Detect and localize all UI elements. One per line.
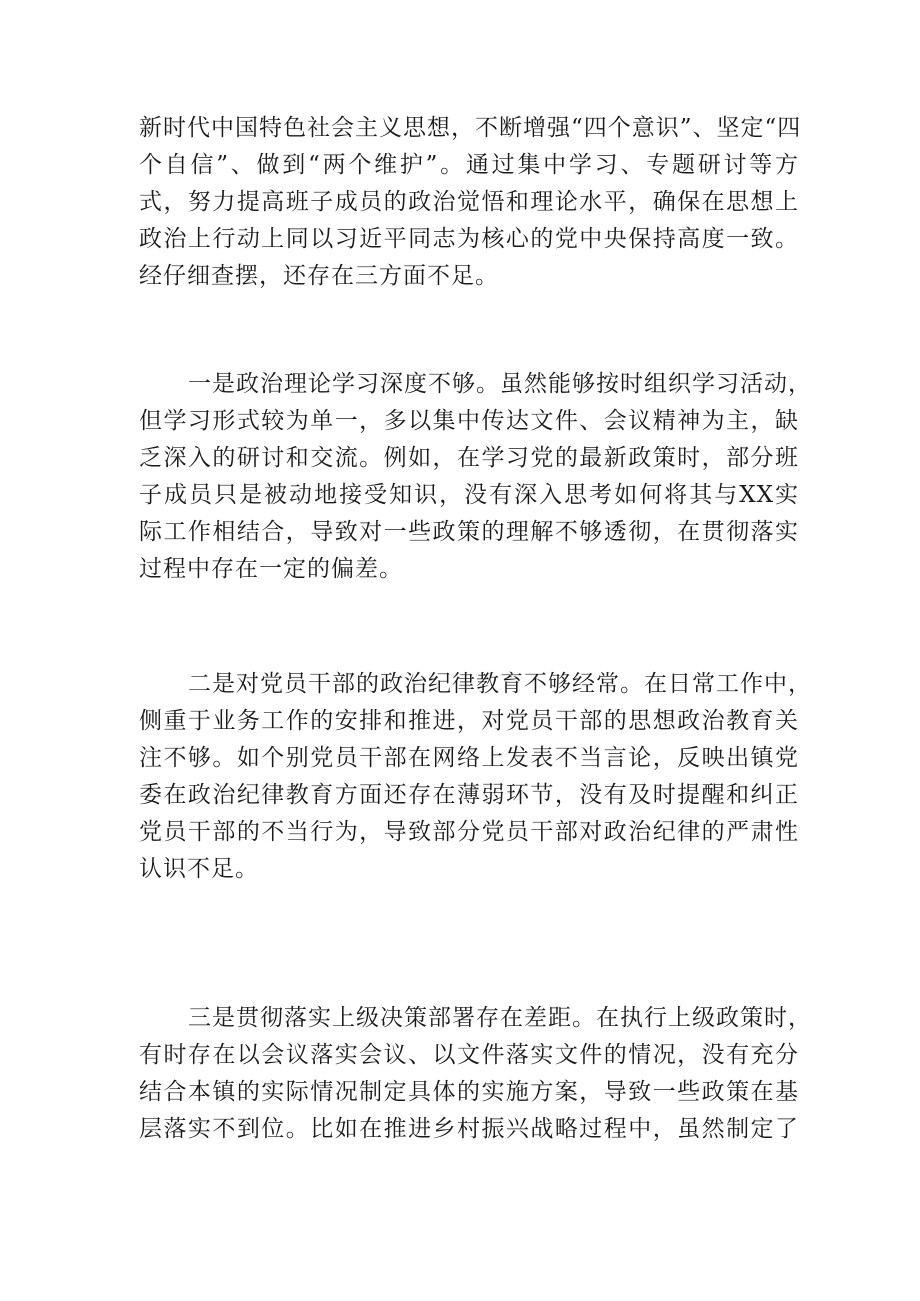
paragraph-point-two <box>139 666 812 888</box>
paragraph-line: 一是政治理论学习深度不够。虽然能够按时组织学习活动， <box>188 371 812 397</box>
paragraph-intro <box>139 110 802 295</box>
paragraph-line: 际工作相结合，导致对一些政策的理解不够透彻，在贯彻落实 <box>139 519 799 545</box>
paragraph-line: 子成员只是被动地接受知识，没有深入思考如何将其与XX实 <box>139 482 799 508</box>
paragraph-line: 但学习形式较为单一，多以集中传达文件、会议精神为主，缺 <box>139 408 799 434</box>
paragraph-line: 新时代中国特色社会主义思想，不断增强“四个意识”、坚定“四 <box>139 115 802 141</box>
paragraph-line: 二是对党员干部的政治纪律教育不够经常。在日常工作中， <box>188 671 812 697</box>
paragraph-line: 注不够。如个别党员干部在网络上发表不当言论，反映出镇党 <box>139 745 799 771</box>
paragraph-line: 侧重于业务工作的安排和推进，对党员干部的思想政治教育关 <box>139 708 799 734</box>
paragraph-line: 层落实不到位。比如在推进乡村振兴战略过程中，虽然制定了 <box>139 1116 799 1142</box>
paragraph-line: 认识不足。 <box>139 856 259 882</box>
paragraph-line: 个自信”、做到“两个维护”。通过集中学习、专题研讨等方 <box>139 152 799 178</box>
paragraph-line: 过程中存在一定的偏差。 <box>139 556 403 582</box>
paragraph-line: 结合本镇的实际情况制定具体的实施方案，导致一些政策在基 <box>139 1079 799 1105</box>
paragraph-point-three <box>139 1000 812 1148</box>
paragraph-line: 三是贯彻落实上级决策部署存在差距。在执行上级政策时， <box>188 1005 812 1031</box>
paragraph-line: 党员干部的不当行为，导致部分党员干部对政治纪律的严肃性 <box>139 819 799 845</box>
paragraph-line: 政治上行动上同以习近平同志为核心的党中央保持高度一致。 <box>139 226 799 252</box>
paragraph-line: 委在政治纪律教育方面还存在薄弱环节，没有及时提醒和纠正 <box>139 782 799 808</box>
paragraph-point-one <box>139 366 812 588</box>
paragraph-line: 式，努力提高班子成员的政治觉悟和理论水平，确保在思想上 <box>139 189 799 215</box>
paragraph-line: 经仔细查摆，还存在三方面不足。 <box>139 263 499 289</box>
paragraph-line: 有时存在以会议落实会议、以文件落实文件的情况，没有充分 <box>139 1042 799 1068</box>
paragraph-line: 乏深入的研讨和交流。例如，在学习党的最新政策时，部分班 <box>139 445 799 471</box>
